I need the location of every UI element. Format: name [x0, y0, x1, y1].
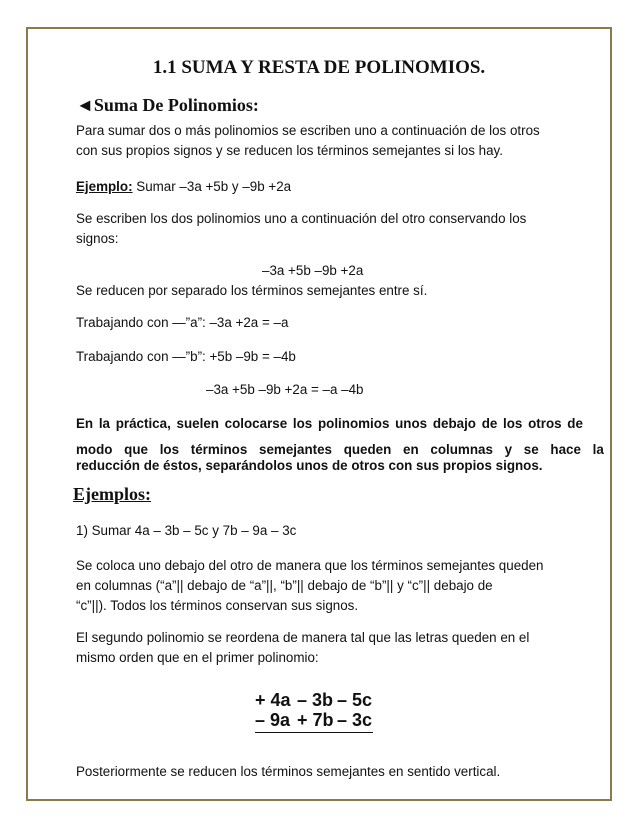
- math-term: – 5c: [337, 690, 373, 710]
- paragraph-line: Se escriben los dos polinomios uno a continuación del otro conservando los: [76, 211, 527, 226]
- section-heading-suma: [76, 95, 259, 116]
- math-term: – 3c: [337, 710, 373, 730]
- example-text: Sumar –3a +5b y –9b +2a: [132, 179, 292, 194]
- work-line-a: Trabajando con —”a”: –3a +2a = –a: [76, 315, 289, 330]
- math-term: – 9a: [255, 710, 291, 730]
- practice-line: reducción de éstos, separándolos unos de otros con sus propios signos.: [76, 458, 543, 473]
- practice-line: En la práctica, suelen colocarse los polinomios unos debajo de los otros de: [76, 416, 583, 431]
- page-title: 1.1 SUMA Y RESTA DE POLINOMIOS.: [152, 57, 486, 78]
- paragraph-line: en columnas (“a”|| debajo de “a”||, “b”|| debajo de “b”|| y “c”|| debajo de: [76, 578, 493, 593]
- paragraph-line: mismo orden que en el primer polinomio:: [76, 650, 319, 665]
- math-term: – 3b: [297, 690, 334, 710]
- practice-line: modo que los términos semejantes queden en columnas y se hace la: [76, 442, 604, 457]
- paragraph-line: Para sumar dos o más polinomios se escriben uno a continuación de los otros: [76, 123, 540, 138]
- paragraph-line: Posteriormente se reducen los términos semejantes en sentido vertical.: [76, 764, 501, 779]
- math-term: + 4a: [255, 690, 291, 710]
- math-row-1: [255, 690, 375, 710]
- example-line: [76, 177, 291, 197]
- expression-result: –3a +5b –9b +2a = –a –4b: [206, 382, 364, 397]
- paragraph-line: signos:: [76, 231, 119, 246]
- expression-line: –3a +5b –9b +2a: [262, 263, 364, 278]
- example-1: 1) Sumar 4a – 3b – 5c y 7b – 9a – 3c: [76, 523, 297, 538]
- section-heading-ejemplos: Ejemplos:: [73, 484, 151, 504]
- work-line-b: Trabajando con —”b”: +5b –9b = –4b: [76, 349, 296, 364]
- paragraph-line: Se reducen por separado los términos semejantes entre sí.: [76, 283, 428, 298]
- section-heading-text: Suma De Polinomios:: [93, 95, 259, 115]
- paragraph-line: con sus propios signos y se reducen los términos semejantes si los hay.: [76, 143, 503, 158]
- sum-underline: [255, 732, 373, 733]
- example-label: Ejemplo:: [76, 179, 133, 194]
- paragraph-line: “c”||). Todos los términos conservan sus signos.: [76, 598, 359, 613]
- math-row-2: [255, 710, 375, 730]
- math-term: + 7b: [297, 710, 334, 730]
- vertical-sum-figure: [255, 690, 375, 730]
- paragraph-line: El segundo polinomio se reordena de manera tal que las letras queden en el: [76, 630, 530, 645]
- paragraph-line: Se coloca uno debajo del otro de manera que los términos semejantes queden: [76, 558, 544, 573]
- triangle-marker-icon: ◄: [76, 95, 94, 115]
